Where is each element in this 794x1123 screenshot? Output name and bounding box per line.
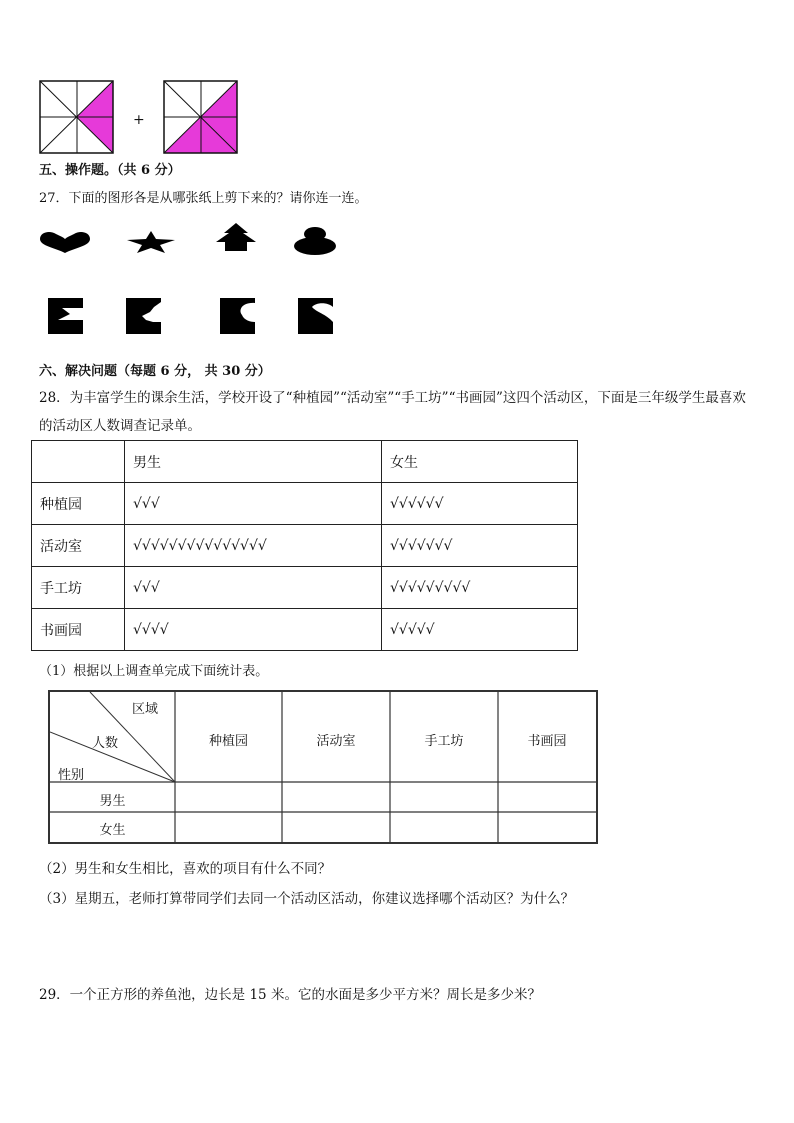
paper-b (126, 298, 162, 334)
table-row (32, 609, 578, 651)
paper-d (298, 298, 334, 334)
star-shape (126, 230, 176, 254)
table-cell: 书画园 (32, 609, 125, 651)
question-29: 29．一个正方形的养鱼池，边长是 15 米。它的水面是多少平方米？周长是多少米？ (39, 987, 541, 1003)
column-header: 活动室 (316, 734, 356, 749)
table-cell: √√√√√√√ (382, 525, 578, 567)
tree-shape (208, 222, 264, 252)
fraction-square-right (163, 80, 239, 154)
table-cell: √√√√ (125, 609, 382, 651)
section-5-heading: 五、操作题。（共 6 分） (39, 163, 181, 178)
table-cell: √√√√√√ (382, 483, 578, 525)
table-cell: 种植园 (32, 483, 125, 525)
question-28-line1: 28．为丰富学生的课余生活，学校开设了“种植园”“活动室”“手工坊”“书画园”这四个活动区，下面是三年级学生最喜欢 (39, 390, 746, 406)
row-header-boys: 男生 (99, 794, 126, 809)
table-header-girls: 女生 (382, 441, 578, 483)
corner-label-count: 人数 (92, 736, 119, 751)
table-cell: √√√√√ (382, 609, 578, 651)
question-28-line2: 的活动区人数调查记录单。 (39, 418, 201, 434)
table-header-boys: 男生 (125, 441, 382, 483)
row-header-girls: 女生 (99, 823, 126, 838)
table-row (32, 441, 578, 483)
question-27: 27．下面的图形各是从哪张纸上剪下来的？请你连一连。 (39, 191, 368, 206)
paper-c (220, 298, 256, 334)
survey-table (31, 440, 578, 651)
column-header: 种植园 (208, 734, 248, 749)
table-row (32, 483, 578, 525)
table-row (32, 525, 578, 567)
corner-label-area: 区域 (132, 702, 159, 717)
section-6-heading: 六、解决问题（每题 6 分， 共 30 分） (39, 364, 271, 379)
snowman-shape (292, 226, 338, 256)
plus-sign: + (133, 112, 145, 128)
column-header: 书画园 (527, 734, 567, 749)
corner-label-gender: 性别 (58, 768, 85, 783)
fraction-square-left (39, 80, 115, 154)
table-cell: 活动室 (32, 525, 125, 567)
table-cell: √√√√√√√√√ (382, 567, 578, 609)
question-28-sub3: （3）星期五，老师打算带同学们去同一个活动区活动，你建议选择哪个活动区？为什么？ (39, 891, 575, 907)
table-cell: √√√ (125, 483, 382, 525)
statistics-table (48, 690, 598, 844)
table-row (32, 567, 578, 609)
question-28-sub2: （2）男生和女生相比，喜欢的项目有什么不同？ (39, 861, 332, 877)
paper-a (48, 298, 84, 334)
heart-shape (38, 230, 92, 254)
question-28-sub1: （1）根据以上调查单完成下面统计表。 (39, 664, 269, 679)
table-cell: 手工坊 (32, 567, 125, 609)
table-cell: √√√√√√√√√√√√√√√ (125, 525, 382, 567)
column-header: 手工坊 (424, 734, 464, 749)
table-cell: √√√ (125, 567, 382, 609)
table-cell (32, 441, 125, 483)
